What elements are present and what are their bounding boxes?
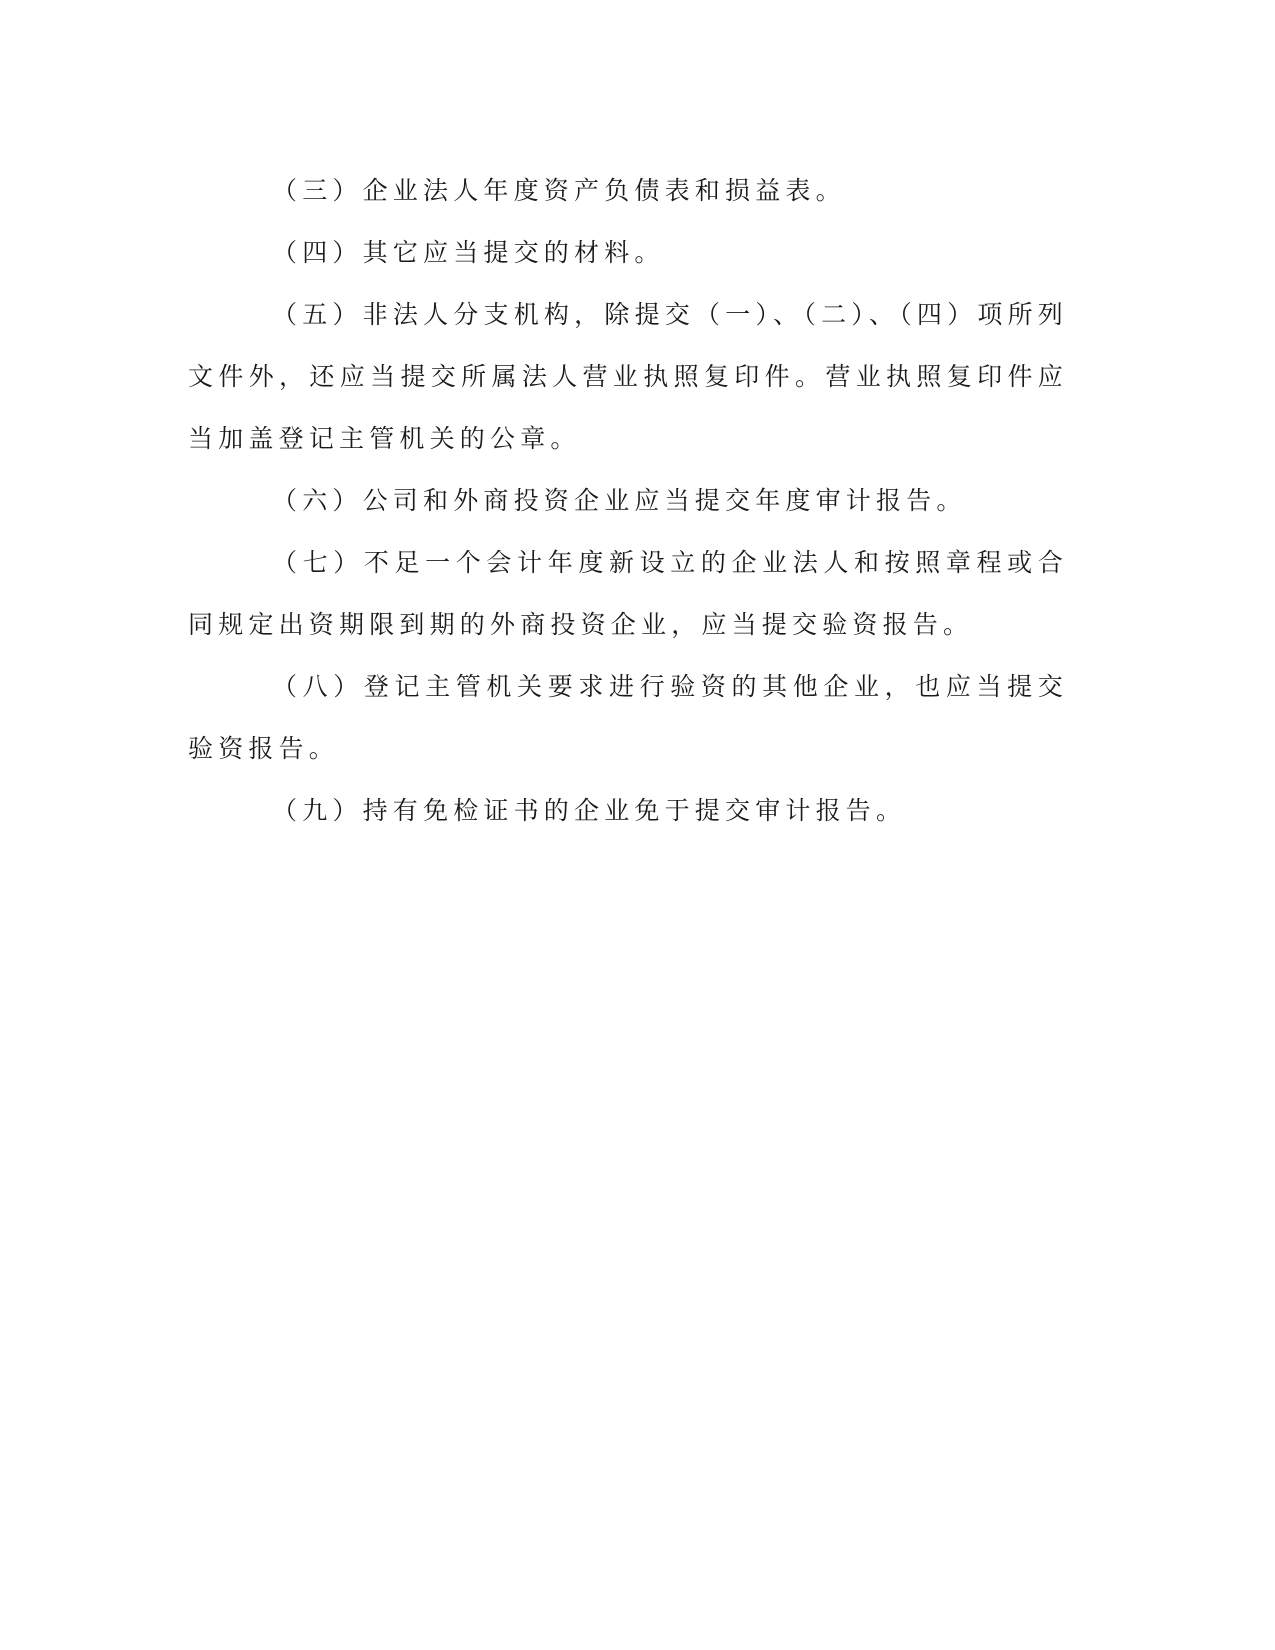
paragraph-item-9: （九）持有免检证书的企业免于提交审计报告。 [272, 796, 907, 825]
paragraph-item-7: （七）不足一个会计年度新设立的企业法人和按照章程或合同规定出资期限到期的外商投资企业，应当提交验资报告。 [188, 548, 1068, 639]
paragraph-item-5: （五）非法人分支机构，除提交（一）、（二）、（四）项所列文件外，还应当提交所属法人营业执照复印件。营业执照复印件应当加盖登记主管机关的公章。 [188, 300, 1068, 453]
paragraph-item-6: （六）公司和外商投资企业应当提交年度审计报告。 [272, 486, 967, 515]
paragraph-item-3: （三）企业法人年度资产负债表和损益表。 [272, 176, 846, 205]
paragraph-item-4: （四）其它应当提交的材料。 [272, 238, 665, 267]
paragraph-item-8: （八）登记主管机关要求进行验资的其他企业，也应当提交验资报告。 [188, 672, 1068, 763]
document-body [188, 160, 1068, 842]
